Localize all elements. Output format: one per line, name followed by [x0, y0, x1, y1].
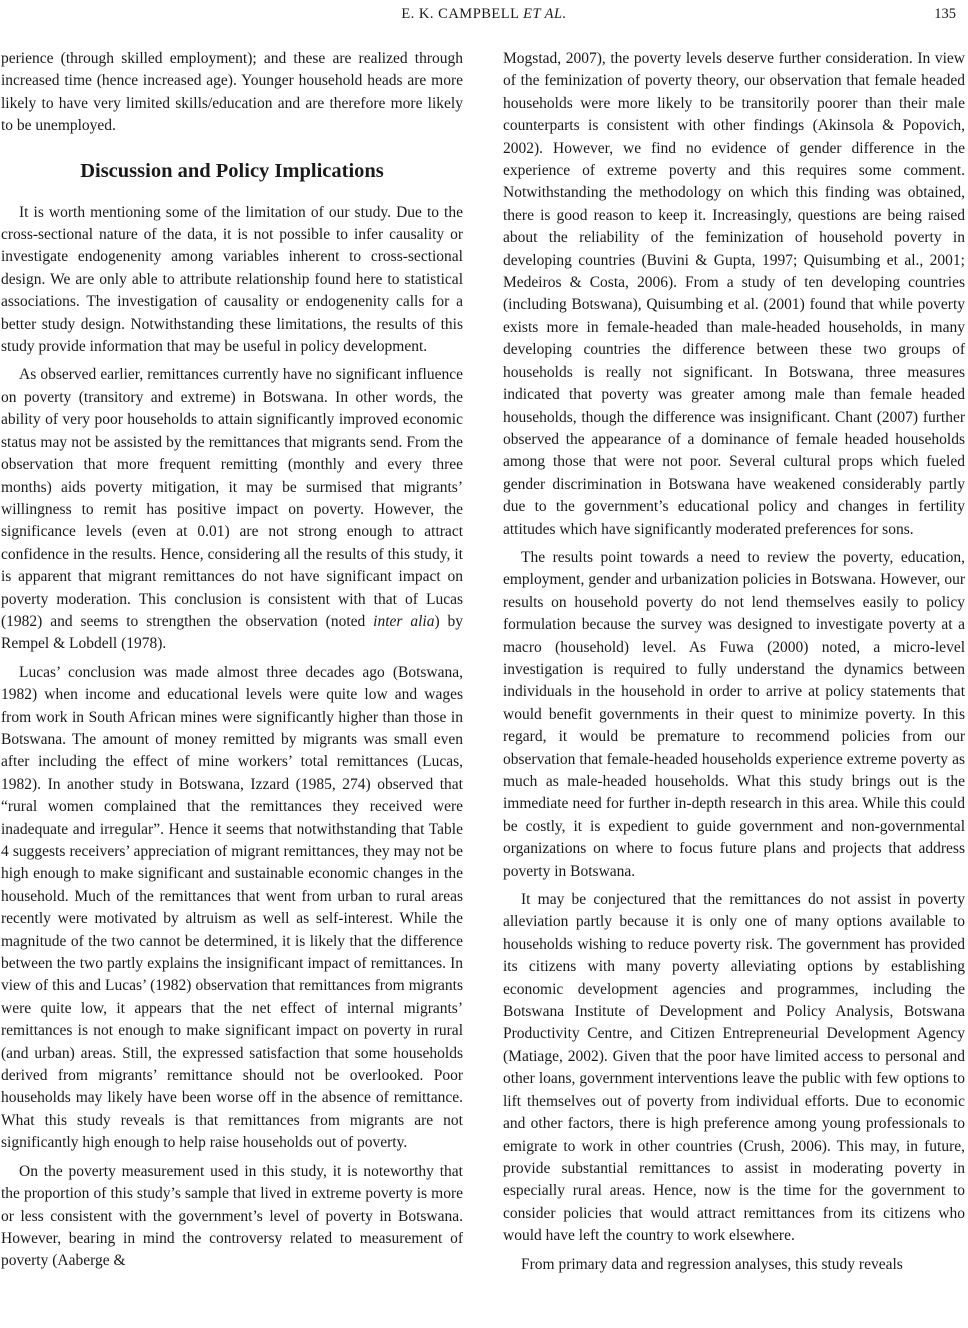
paragraph-final: From primary data and regression analyses, this study reveals: [521, 1255, 903, 1273]
paragraph-remittances-end: ) by Rempel & Lobdell (1978).: [1, 612, 464, 653]
running-title-author: E. K. CAMPBELL: [401, 6, 519, 22]
section-heading: Discussion and Policy Implications: [80, 159, 384, 182]
paragraph-lucas: Lucas’ conclusion was made almost three decades ago (Botswana, 1982) when income and educational levels were quite low and wages from work in South African mines were significantly higher than those in Botswana. The amount of money remitted by migrants was small even after including the effect of mine workers’ total remittances (Lucas, 1982). In another study in Botswana, Izzard (1985, 274) observed that “rural women complained that the remittances they received were inadequate and irregular”. Hence it seems that notwithstanding that Table 4 suggests receivers’ appreciation of migrant remittances, they may not be high enough to make significant and sustainable economic changes in the household. Much of the remittances that went from urban to rural areas recently were motivated by altruism as well as self-interest. While the magnitude of the two cannot be determined, it is likely that the difference between the two partly explains the insignificant impact of remittances. In view of this and Lucas’ (1982) observation that remittances from migrants were quite low, it appears that the net effect of internal migrants’ remittances is not enough to make significant impact on poverty in rural (and urban) areas. Still, the expressed satisfaction that some households derived from migrants’ remittance should not be overlooked. Poor households may likely have been worse off in the absence of remittance. What this study reveals is that remittances from migrants are not significantly high enough to help raise households out of poverty.: [1, 663, 463, 1152]
page-number: 135: [934, 6, 956, 22]
paragraph-feminization: Mogstad, 2007), the poverty levels deserve further consideration. In view of the feminization of poverty theory, our observation that female headed households were more likely to be transitorily poorer than their male counterparts is consistent with other findings (Akinsola & Popovich, 2002). However, we find no evidence of gender difference in the experience of extreme poverty and this requires some comment. Notwithstanding the methodology on which this finding was obtained, there is good reason to keep it. Increasingly, questions are being raised about the reliability of the feminization of household poverty in developing countries (Buvini & Gupta, 1997; Quisumbing et al., 2001; Medeiros & Costa, 2006). From a study of ten developing countries (including Botswana), Quisumbing et al. (2001) found that while poverty exists more in female-headed than male-headed households, in many developing countries the difference between these two groups of households is really not significant. In Botswana, three measures indicated that poverty was greater among male than female headed households, though the difference was insignificant. Chant (2007) further observed the appearance of a dominance of female headed households among those that were not poor. Several cultural props which fueled gender discrimination in Botswana have weakened considerably partly due to the government’s educational policy and changes in fertility attitudes which have significantly moderated preferences for sons.: [503, 50, 965, 538]
paragraph-limitations: It is worth mentioning some of the limitation of our study. Due to the cross-sectional nature of the data, it is not possible to infer causality or investigate endogenenity among variables inherent to cross-sectional design. We are only able to attribute relationship found here to statistical associations. The investigation of causality or endogenenity calls for a better study design. Notwithstanding these limitations, the results of this study provide information that may be useful in policy development.: [1, 203, 463, 356]
running-head: [0, 6, 968, 26]
inter-alia-text: inter alia: [373, 612, 435, 630]
paragraph-remittances-text: As observed earlier, remittances currently have no significant influence on poverty (transitory and extreme) in Botswana. In other words, the ability of very poor households to attain significantly improved economic status may not be assisted by the remittances that migrants send. From the observation that more frequent remitting (monthly and every three months) aids poverty mitigation, it may be surmised that migrants’ willingness to remit has positive impact on poverty. However, the significance levels (even at 0.01) are not strong enough to attract confidence in the results. Hence, considering all the results of this study, it is apparent that migrant remittances do not have significant impact on poverty moderation. This conclusion is consistent with that of Lucas (1982) and seems to strengthen the observation (noted: [1, 366, 463, 630]
paragraph-poverty-measurement: On the poverty measurement used in this study, it is noteworthy that the proportion of this study’s sample that lived in extreme poverty is more or less consistent with the government’s level of poverty in Botswana. However, bearing in mind the controversy related to measurement of poverty (Aaberge &: [1, 1162, 463, 1270]
paragraph-conjecture: It may be conjectured that the remittances do not assist in poverty alleviation partly because it is only one of many options available to households wishing to reduce poverty risk. The government has provided its citizens with many poverty alleviating options by establishing economic development agencies and programmes, including the Botswana Institute of Development and Policy Analysis, Botswana Productivity Centre, and Citizen Entrepreneurial Development Agency (Matiage, 2002). Given that the poor have limited access to personal and other loans, government interventions leave the public with few options to lift themselves out of poverty from individual efforts. Due to economic and other factors, there is high preference among young professionals to emigrate to work in other countries (Crush, 2006). This may, in future, provide substantial remittances to assist in moderating poverty in especially rural areas. Hence, now is the time for the government to consider policies that would attract remittances from its citizens who would have left the country to work elsewhere.: [503, 891, 965, 1245]
left-column: [1, 48, 463, 1279]
paragraph-remittances: [1, 364, 463, 655]
paragraph-policy-review: The results point towards a need to review the poverty, education, employment, gender and urbanization policies in Botswana. However, our results on household poverty do not lend themselves easily to policy formulation because the survey was designed to investigate poverty at a macro (household) level. As Fuwa (2000) noted, a micro-level investigation is required to fully understand the dynamics between individuals in the household in order to arrive at policy statements that would benefit governments in their quest to minimize poverty. In this regard, it would be premature to recommend policies from our observation that female-headed households experience extreme poverty as much as male-headed households. What this study brings out is the immediate need for further in-depth research in this area. While this could be costly, it is expedient to guide government and non-governmental organizations on where to focus future plans and projects that address poverty in Botswana.: [503, 548, 965, 880]
right-column: [503, 48, 965, 1282]
running-title: [0, 6, 968, 23]
running-title-et-al: ET AL.: [523, 6, 567, 22]
paragraph-continued: perience (through skilled employment); and these are realized through increased time (hence increased age). Younger household heads are more likely to have very limited skills/education and are therefore more likely to be unemployed.: [1, 50, 463, 135]
